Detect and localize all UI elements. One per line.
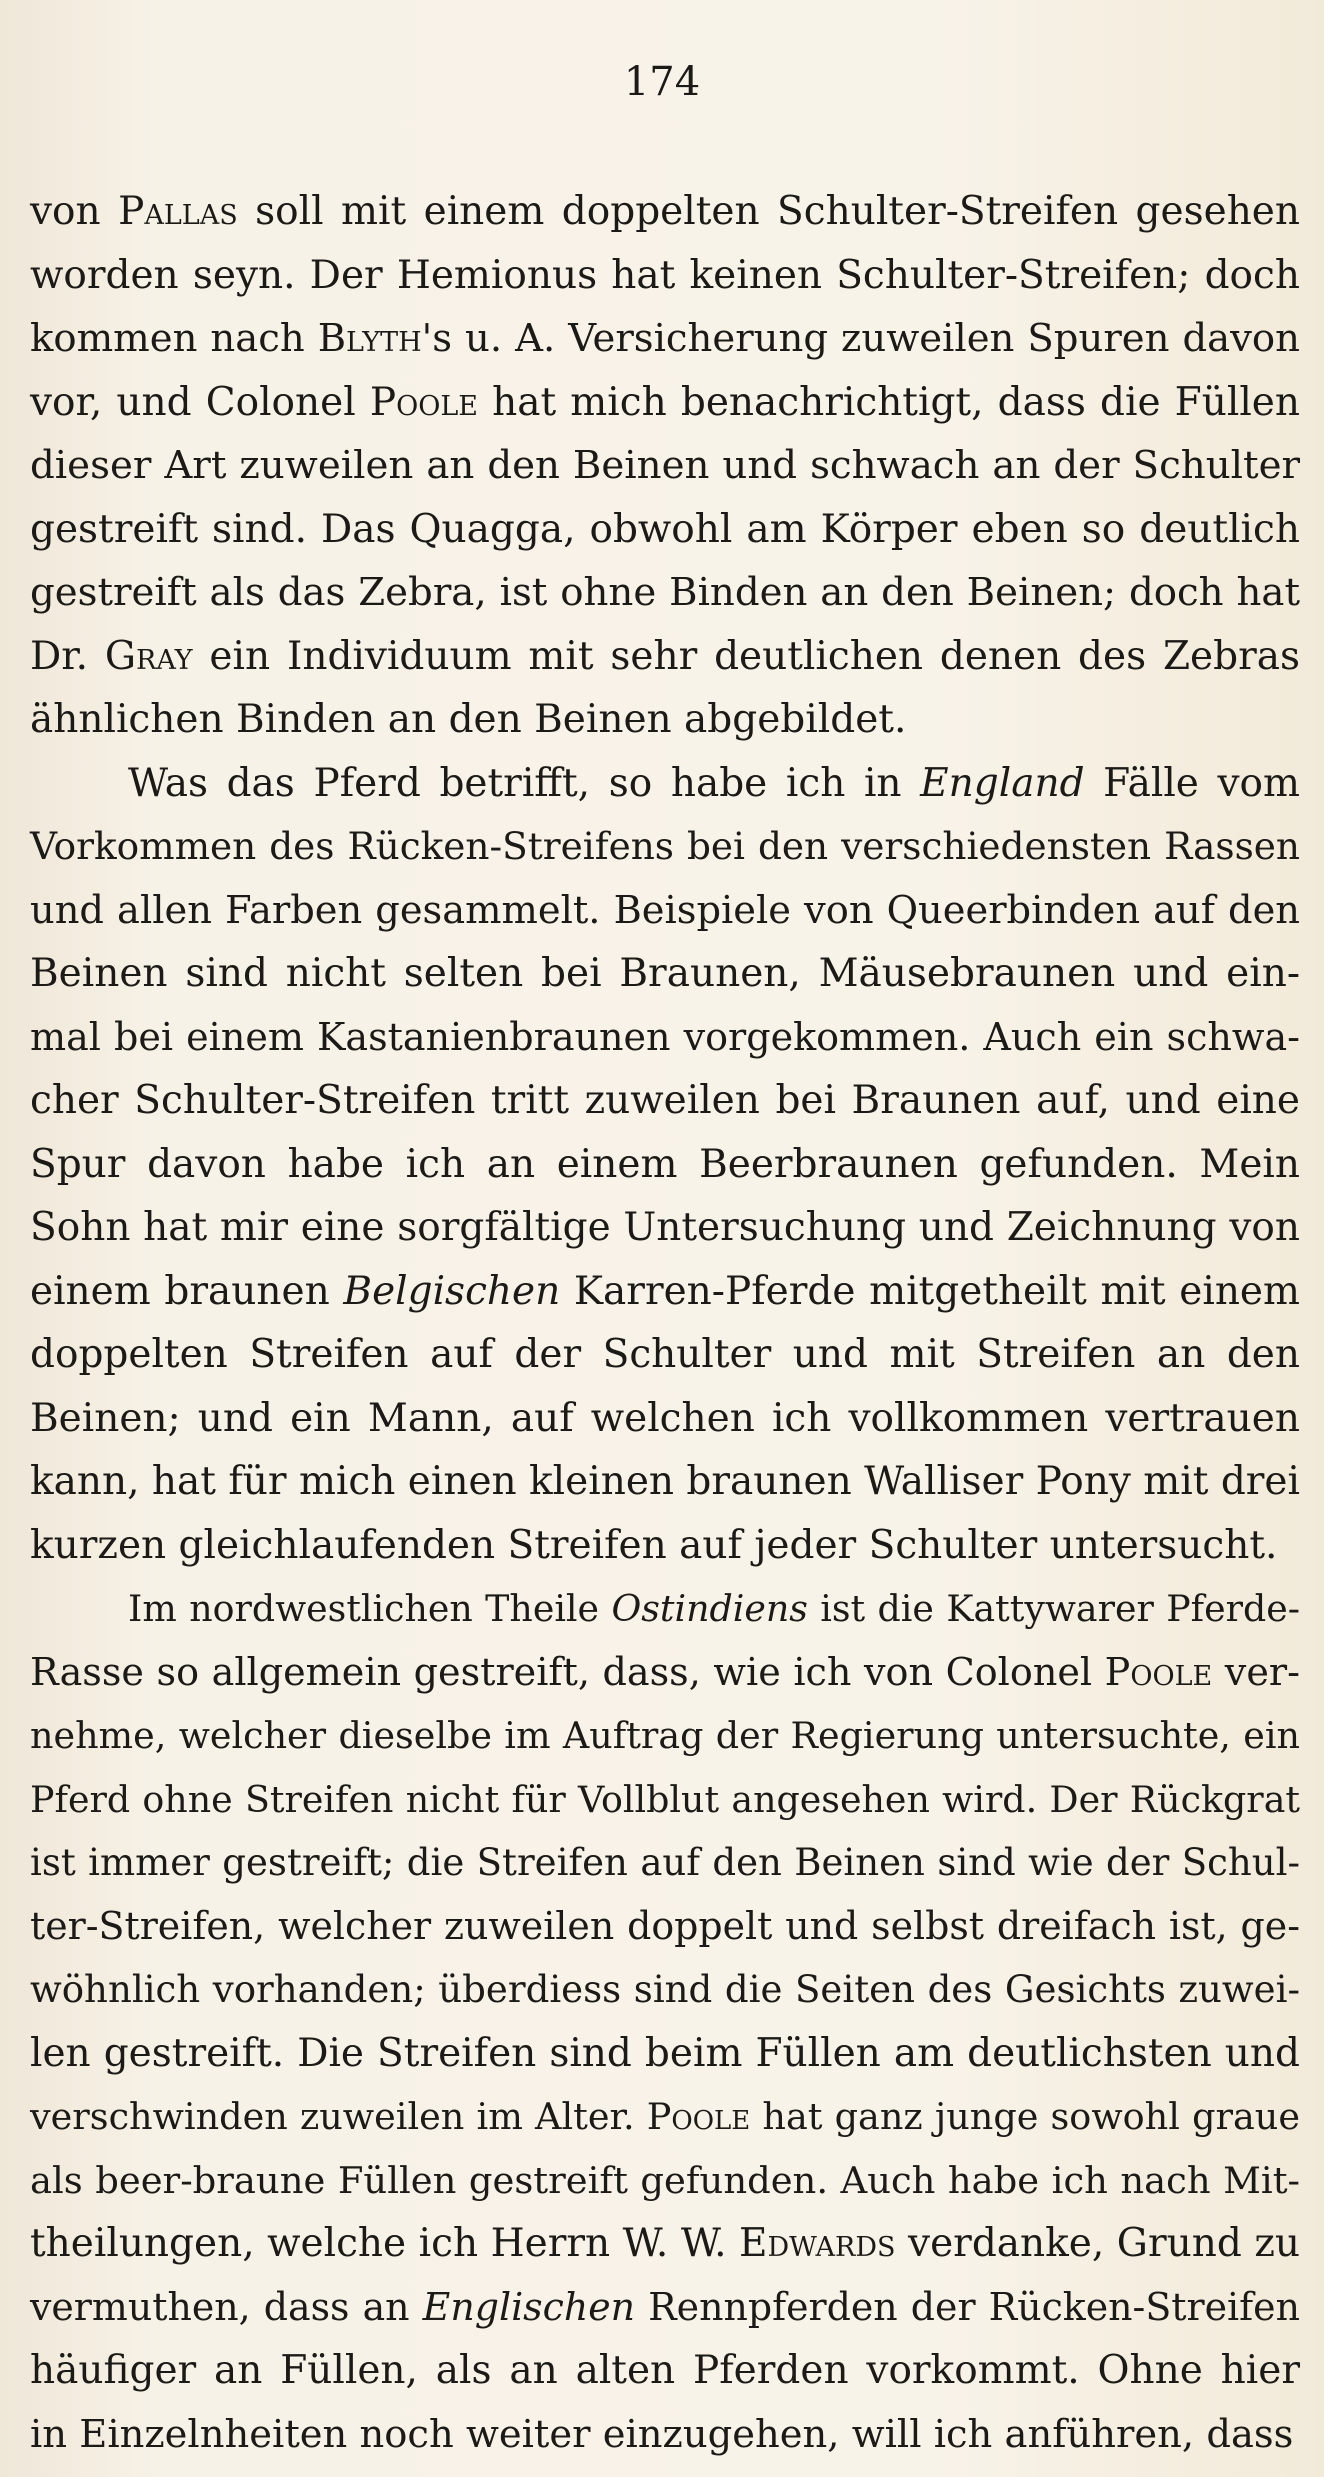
text-segment: ähnlichen Binden an den Beinen abgebildet.	[30, 697, 907, 742]
text-line	[30, 434, 1300, 498]
text-segment: vor, und Colonel	[30, 379, 370, 425]
text-segment: Rennpferden der Rücken-Streifen	[635, 2284, 1300, 2329]
text-line	[30, 879, 1300, 943]
text-segment: hat mich benachrichtigt, dass die Füllen	[477, 379, 1300, 425]
page-number: 174	[623, 59, 701, 105]
text-line	[30, 1006, 1300, 1070]
text-segment: doppelten Streifen auf der Schulter und mit Streifen an den	[30, 1332, 1300, 1377]
text-segment: und allen Farben gesammelt. Beispiele von Queerbinden auf den	[30, 887, 1300, 933]
text-segment: ist die Kattywarer Pferde-	[807, 1587, 1300, 1630]
text-segment: Fälle vom	[1084, 760, 1300, 806]
text-segment: Vorkommen des Rücken-Streifens bei den verschiedensten Rassen	[30, 824, 1300, 868]
text-segment: Sohn hat mir eine sorgfältige Untersuchung und Zeichnung von	[30, 1205, 1300, 1250]
text-segment: gestreift sind. Das Quagga, obwohl am Körper eben so deutlich	[30, 506, 1300, 552]
text-segment: Beinen; und ein Mann, auf welchen ich vollkommen vertrauen	[30, 1395, 1300, 1441]
text-line	[30, 307, 1300, 371]
text-segment: gestreift als das Zebra, ist ohne Binden an den Beinen; doch hat	[30, 570, 1300, 615]
text-line	[30, 1895, 1300, 1959]
text-segment: 's u. A. Versicherung zuweilen Spuren davon	[421, 316, 1301, 361]
text-line	[30, 1514, 1300, 1578]
text-line	[30, 688, 1300, 752]
text-segment: ein Individuum mit sehr deutlichen denen des Zebras	[192, 633, 1301, 679]
small-caps-name: Pallas	[118, 189, 238, 234]
text-line	[30, 1323, 1300, 1387]
italic-term: Englischen	[422, 2284, 636, 2329]
text-line	[30, 244, 1300, 308]
text-segment: len gestreift. Die Streifen sind beim Füllen am deutlichsten und	[30, 2030, 1300, 2076]
text-segment: Pferd ohne Streifen nicht für Vollblut angesehen wird. Der Rückgrat	[30, 1777, 1300, 1821]
text-segment: kurzen gleichlaufenden Streifen auf jeder Schulter untersucht.	[30, 1522, 1278, 1568]
small-caps-name: Blyth	[317, 316, 422, 361]
text-line	[30, 1768, 1300, 1832]
text-line	[30, 942, 1300, 1006]
text-line	[30, 1704, 1300, 1768]
text-segment: ist immer gestreift; die Streifen auf den Beinen sind wie der Schul-	[30, 1841, 1300, 1884]
small-caps-name: Poole	[369, 379, 478, 425]
text-line	[30, 1069, 1300, 1133]
text-line	[30, 752, 1300, 816]
text-segment: in Einzelnheiten noch weiter einzugehen, will ich anführen, dass	[30, 2411, 1294, 2457]
text-segment: Dr.	[30, 633, 105, 679]
text-line	[30, 815, 1300, 879]
small-caps-name: Poole	[646, 2095, 751, 2138]
text-segment: kommen nach	[30, 316, 318, 361]
text-segment: verdanke, Grund zu	[895, 2221, 1300, 2266]
small-caps-name: Gray	[104, 633, 193, 679]
italic-term: Ostindiens	[611, 1587, 808, 1630]
text-line	[30, 1831, 1300, 1895]
text-segment: nehme, welcher dieselbe im Auftrag der Regierung untersuchte, ein	[30, 1714, 1300, 1757]
text-line	[30, 1641, 1300, 1705]
italic-term: Belgischen	[343, 1268, 561, 1314]
text-line	[30, 2339, 1300, 2403]
text-segment: soll mit einem doppelten Schulter-Streifen gesehen	[237, 189, 1301, 234]
text-line	[30, 371, 1300, 435]
text-segment: hat ganz junge sowohl graue	[750, 2095, 1300, 2138]
text-segment: dieser Art zuweilen an den Beinen und schwach an der Schulter	[30, 443, 1300, 488]
text-segment: wöhnlich vorhanden; überdiess sind die Seiten des Gesichts zuwei-	[30, 1968, 1300, 2011]
text-segment: als beer-braune Füllen gestreift gefunden. Auch habe ich nach Mit-	[30, 2158, 1300, 2202]
text-segment: Rasse so allgemein gestreift, dass, wie ich von Colonel	[30, 1649, 1105, 1694]
text-segment: mal bei einem Kastanienbraunen vorgekommen. Auch ein schwa-	[30, 1014, 1300, 1059]
text-segment: kann, hat für mich einen kleinen braunen Walliser Pony mit drei	[30, 1459, 1300, 1504]
text-segment: theilungen, welche ich Herrn W. W.	[30, 2221, 740, 2266]
text-line	[30, 2022, 1300, 2086]
text-segment: ver-	[1212, 1649, 1300, 1694]
text-segment: einem braunen	[30, 1268, 344, 1314]
text-segment: cher Schulter-Streifen tritt zuweilen bei Braunen auf, und eine	[30, 1078, 1300, 1123]
text-line	[30, 2212, 1300, 2276]
text-line	[30, 1450, 1300, 1514]
text-segment: vermuthen, dass an	[30, 2284, 423, 2329]
text-segment: Spur davon habe ich an einem Beerbraunen gefunden. Mein	[30, 1141, 1300, 1187]
text-segment: ter-Streifen, welcher zuweilen doppelt und selbst dreifach ist, ge-	[30, 1903, 1300, 1948]
text-line	[30, 498, 1300, 562]
text-line	[30, 180, 1300, 244]
text-line	[30, 2403, 1300, 2467]
body-text	[30, 180, 1300, 2466]
text-segment: verschwinden zuweilen im Alter.	[30, 2095, 647, 2138]
text-segment: Beinen sind nicht selten bei Braunen, Mäusebraunen und ein-	[30, 951, 1300, 996]
text-line	[30, 625, 1300, 689]
text-line	[30, 1958, 1300, 2022]
text-segment: Was das Pferd betrifft, so habe ich in	[128, 760, 921, 806]
text-line	[30, 1133, 1300, 1197]
text-line	[30, 2276, 1300, 2340]
text-line	[30, 2085, 1300, 2149]
text-line	[30, 1577, 1300, 1641]
text-segment: häufiger an Füllen, als an alten Pferden vorkommt. Ohne hier	[30, 2348, 1300, 2393]
text-segment: von	[30, 189, 119, 234]
text-line	[30, 1387, 1300, 1451]
text-line	[30, 1260, 1300, 1324]
text-segment: Karren-Pferde mitgetheilt mit einem	[560, 1268, 1300, 1314]
small-caps-name: Edwards	[739, 2221, 896, 2266]
text-segment: worden seyn. Der Hemionus hat keinen Schulter-Streifen; doch	[30, 252, 1300, 298]
text-line	[30, 561, 1300, 625]
text-line	[30, 2149, 1300, 2213]
text-segment: Im nordwestlichen Theile	[128, 1587, 612, 1630]
text-line	[30, 1196, 1300, 1260]
small-caps-name: Poole	[1104, 1649, 1213, 1694]
italic-term: England	[920, 760, 1085, 806]
